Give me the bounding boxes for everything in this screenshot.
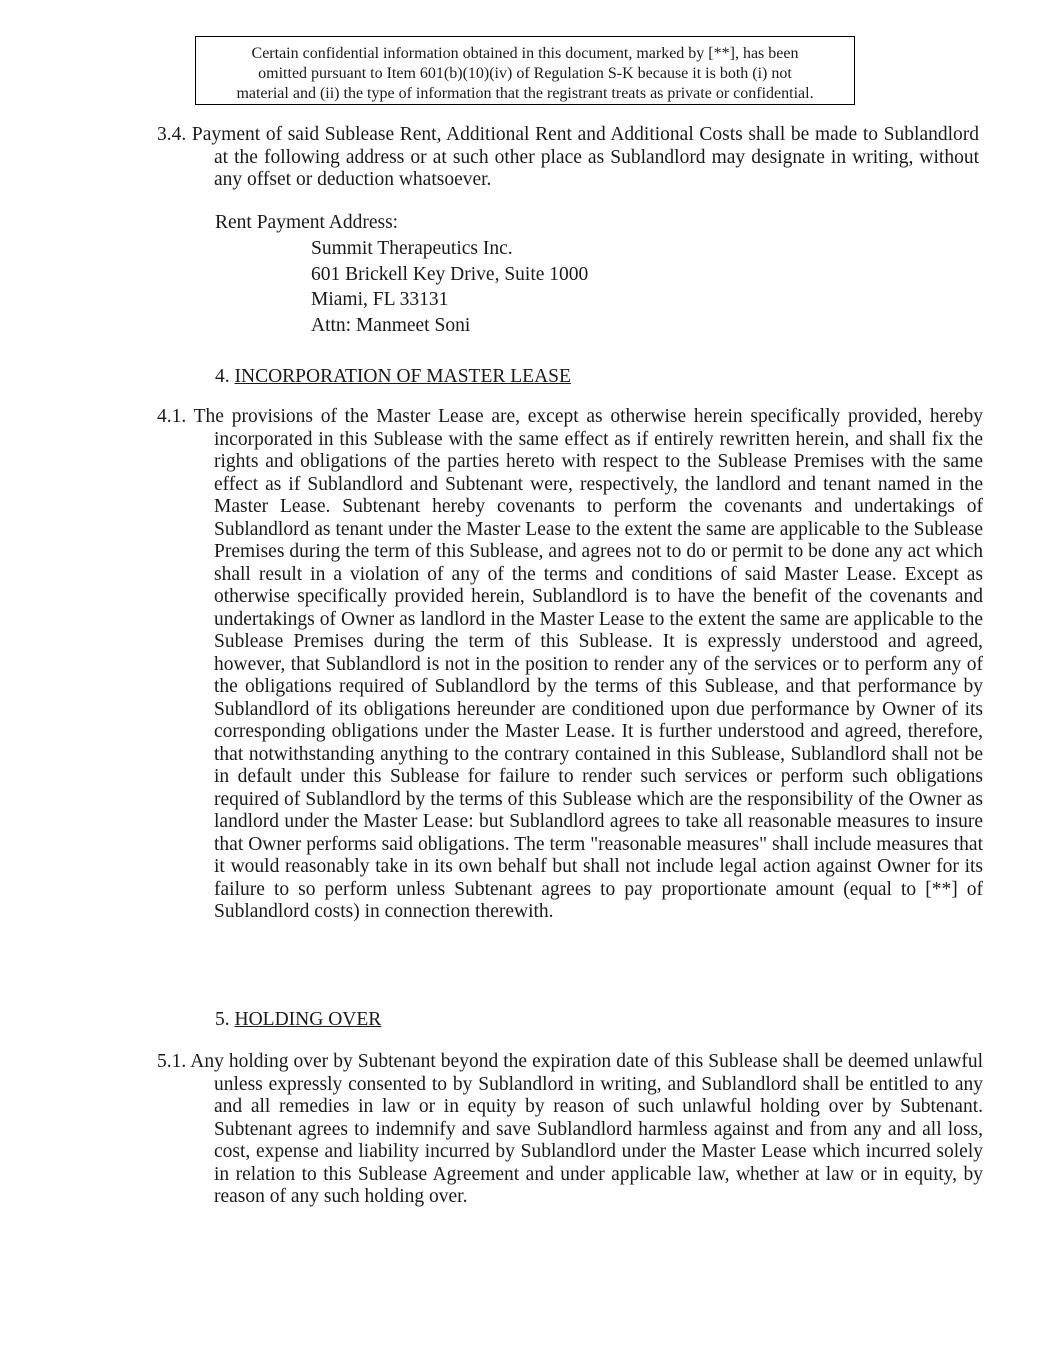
section-4-heading [215, 366, 571, 388]
notice-line-2: omitted pursuant to Item 601(b)(10)(iv) of Regulation S-K because it is both (i) not [258, 65, 792, 82]
notice-line-1: Certain confidential information obtained in this document, marked by [**], has been [251, 45, 799, 62]
section-4-1-text: The provisions of the Master Lease are, except as otherwise herein specifically provided, hereby incorporated in this Sublease with the same effect as if entirely rewritten herein, and shall fix the rights and obligations of the parties hereto with respect to the Sublease Premises with the same effect as if Sublandlord and Subtenant were, respectively, the landlord and tenant named in the Master Lease. Subtenant hereby covenants to perform the covenants and undertakings of Sublandlord as tenant under the Master Lease to the extent the same are applicable to the Sublease Premises during the term of this Sublease, and agrees not to do or permit to be done any act which shall result in a violation of any of the terms and conditions of said Master Lease. Except as otherwise specifically provided herein, Sublandlord is to have the benefit of the covenants and undertakings of Owner as landlord in the Master Lease to the extent the same are applicable to the Sublease Premises during the term of this Sublease. It is expressly understood and agreed, however, that Sublandlord is not in the position to render any of the services or to perform any of the obligations required of Sublandlord by the terms of this Sublease, and that performance by Sublandlord of its obligations hereunder are conditioned upon due performance by Owner of its corresponding obligations under the Master Lease. It is further understood and agreed, therefore, that notwithstanding anything to the contrary contained in this Sublease, Sublandlord shall not be in default under this Sublease for failure to render such services or perform such obligations required of Sublandlord by the terms of this Sublease which are the responsibility of the Owner as landlord under the Master Lease: but Sublandlord agrees to take all reasonable measures to insure that Owner performs said obligations. The term "reasonable measures" shall include measures that it would reasonably take in its own behalf but shall not include legal action against Owner for its failure to so perform unless Subtenant agrees to pay proportionate amount (equal to [**] of Sublandlord costs) in connection therewith. [193, 406, 983, 922]
address-company: Summit Therapeutics Inc. [311, 238, 513, 259]
address-city: Miami, FL 33131 [311, 289, 449, 310]
section-5-1-number: 5.1. [157, 1051, 187, 1072]
rent-payment-label: Rent Payment Address: [215, 212, 399, 233]
section-3-4-text: Payment of said Sublease Rent, Additional Rent and Additional Costs shall be made to Sublandlord at the following address or at such other place as Sublandlord may designate in writing, without any offset or deduction whatsoever. [191, 124, 980, 190]
confidentiality-notice [195, 36, 855, 105]
section-4-1-paragraph [157, 406, 983, 924]
section-4-number: 4. [215, 366, 230, 387]
section-5-1-paragraph [157, 1051, 983, 1209]
section-5-heading [215, 1009, 381, 1031]
address-attention: Attn: Manmeet Soni [311, 314, 471, 336]
address-street: 601 Brickell Key Drive, Suite 1000 [311, 263, 589, 285]
section-5-title: HOLDING OVER [234, 1009, 382, 1030]
section-4-title: INCORPORATION OF MASTER LEASE [234, 366, 571, 387]
section-3-4-paragraph [157, 124, 979, 192]
notice-line-3: material and (ii) the type of information that the registrant treats as private or confidential. [236, 85, 814, 102]
section-3-4-number: 3.4. [157, 124, 187, 145]
section-4-1-number: 4.1. [157, 406, 187, 427]
section-5-number: 5. [215, 1009, 230, 1030]
rent-payment-address [311, 236, 588, 338]
section-5-1-text: Any holding over by Subtenant beyond the expiration date of this Sublease shall be deemed unlawful unless expressly consented to by Sublandlord in writing, and Sublandlord shall be entitled to any and all remedies in law or in equity by reason of such unlawful holding over by Subtenant. Subtenant agrees to indemnify and save Sublandlord harmless against and from any and all loss, cost, expense and liability incurred by Sublandlord under the Master Lease which incurred solely in relation to this Sublease Agreement and under applicable law, whether at law or in equity, by reason of any such holding over. [190, 1051, 983, 1207]
